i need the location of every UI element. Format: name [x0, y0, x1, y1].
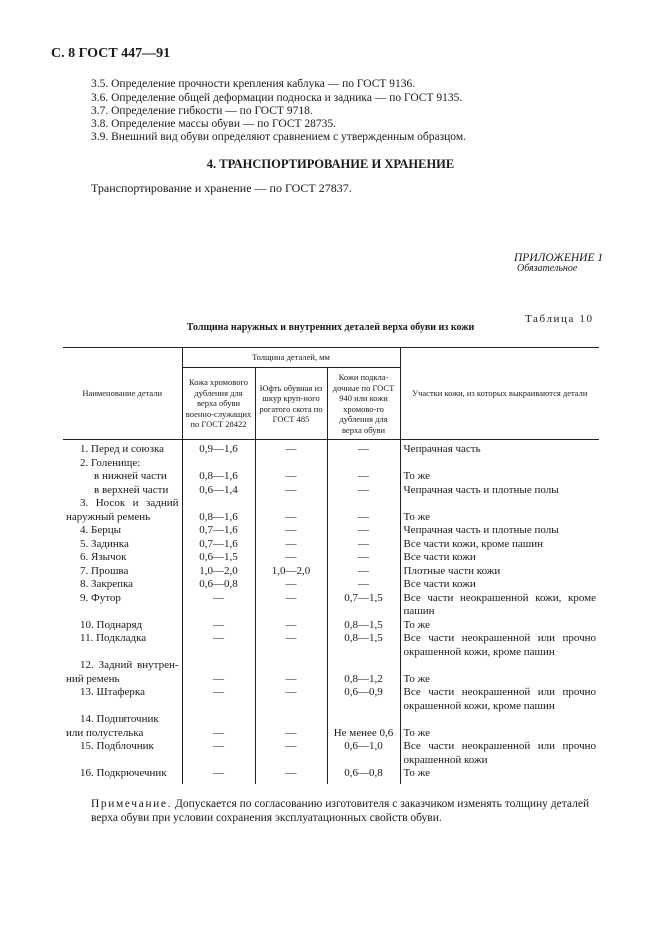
- row-name: 2. Голенище:: [80, 456, 141, 469]
- cell-chrome: 1,0—2,0: [182, 565, 255, 579]
- appendix-title: ПРИЛОЖЕНИЕ 1: [514, 252, 604, 264]
- row-name: 13. Штаферка: [80, 686, 145, 698]
- header-name: Наименование детали: [63, 348, 182, 440]
- cell-yuft: —: [255, 686, 327, 713]
- cell-chrome: —: [182, 592, 255, 619]
- cell-lining: 0,6—1,0: [327, 740, 400, 767]
- table-row: [63, 578, 599, 592]
- cell-chrome: —: [213, 672, 224, 685]
- cell-areas: Все части неокрашенной или прочно: [403, 686, 597, 698]
- row-name-cont: или полустелька: [66, 726, 144, 739]
- header-leather-areas: Участки кожи, из которых выкраиваются детали: [400, 348, 599, 440]
- appendix-subtitle: Обязательное: [517, 263, 578, 274]
- cell-yuft: —: [255, 632, 327, 659]
- table-note: [91, 797, 599, 825]
- table-row: [63, 740, 599, 767]
- cell-yuft: —: [255, 767, 327, 784]
- cell-areas-cont: окрашенной кожи, кроме пашин: [403, 645, 555, 658]
- cell-lining: 0,6—0,8: [327, 767, 400, 784]
- row-name: 7. Прошва: [80, 564, 129, 577]
- row-name: 6. Язычок: [80, 551, 127, 563]
- cell-areas: Все части кожи: [400, 551, 599, 565]
- cell-chrome: —: [182, 767, 255, 784]
- cell-chrome: 0,6—1,4: [199, 483, 238, 496]
- cell-chrome: 0,7—1,6: [182, 524, 255, 538]
- row-name: 15. Подблочник: [80, 740, 154, 752]
- table-row: [63, 619, 599, 633]
- cell-lining: —: [327, 565, 400, 579]
- cell-lining: 0,6—0,9: [327, 686, 400, 713]
- cell-chrome: 0,6—1,5: [182, 551, 255, 565]
- cell-areas: Плотные части кожи: [400, 565, 599, 579]
- header-thickness-group: Толщина деталей, мм: [182, 348, 400, 368]
- clause-3-5: 3.5. Определение прочности крепления каблука — по ГОСТ 9136.: [91, 78, 416, 90]
- cell-yuft: —: [255, 740, 327, 767]
- cell-yuft: —: [255, 551, 327, 565]
- table-row: [63, 524, 599, 538]
- cell-lining: —: [358, 483, 370, 496]
- cell-areas: Все части кожи, кроме пашин: [400, 538, 599, 552]
- header-lining-leather: Кожи подкла-дочные по ГОСТ 940 или кожи хромово-го дубления для верха обуви: [327, 368, 400, 440]
- cell-yuft: —: [255, 619, 327, 633]
- table-row: [63, 457, 599, 498]
- cell-chrome: 0,6—0,8: [182, 578, 255, 592]
- cell-yuft: —: [285, 510, 297, 523]
- cell-areas: Все части неокрашенной или прочно: [403, 632, 597, 644]
- cell-areas: То же: [403, 726, 431, 739]
- row-name: 14. Подпяточник: [80, 713, 159, 725]
- cell-areas: То же: [400, 619, 599, 633]
- note-label: Примечание.: [91, 798, 173, 810]
- cell-lining: —: [358, 510, 370, 523]
- cell-areas: Все части неокрашенной или прочно: [403, 740, 597, 752]
- cell-areas: Все части кожи: [400, 578, 599, 592]
- cell-areas: Все части неокрашенной кожи, кроме: [403, 591, 597, 604]
- cell-yuft: —: [285, 726, 297, 739]
- thickness-table: [63, 347, 599, 784]
- cell-lining: —: [358, 470, 370, 482]
- row-subname: в нижней части: [94, 470, 167, 482]
- cell-chrome: 0,7—1,6: [182, 538, 255, 552]
- row-name: 10. Поднаряд: [80, 618, 143, 631]
- cell-chrome: 0,9—1,6: [182, 440, 255, 457]
- row-name: 4. Берцы: [80, 524, 121, 536]
- row-name-cont: ний ремень: [66, 672, 120, 685]
- cell-yuft: —: [285, 470, 297, 482]
- row-name: 3. Носок и задний: [80, 497, 179, 509]
- cell-yuft: 1,0—2,0: [255, 565, 327, 579]
- table-row: [63, 497, 599, 524]
- row-name: 5. Задинка: [80, 537, 129, 550]
- cell-chrome: —: [182, 632, 255, 659]
- cell-chrome: 0,8—1,6: [199, 470, 238, 482]
- cell-areas: То же: [403, 672, 431, 685]
- table-row: [63, 632, 599, 659]
- cell-yuft: —: [255, 578, 327, 592]
- cell-lining: 0,8—1,2: [344, 672, 383, 685]
- cell-chrome: —: [213, 726, 224, 739]
- table-title: Толщина наружных и внутренних деталей верха обуви из кожи: [186, 322, 475, 333]
- cell-areas: То же: [403, 510, 431, 523]
- section-title: 4. ТРАНСПОРТИРОВАНИЕ И ХРАНЕНИЕ: [206, 157, 455, 171]
- cell-yuft: —: [255, 538, 327, 552]
- clause-3-6: 3.6. Определение общей деформации подноска и задника — по ГОСТ 9135.: [91, 92, 463, 104]
- header-chrome-leather: Кожа хромового дубления для верха обуви военно-служащих по ГОСТ 28422: [182, 368, 255, 440]
- cell-lining: —: [327, 538, 400, 552]
- table-row: [63, 565, 599, 579]
- page-header: С. 8 ГОСТ 447—91: [51, 46, 171, 61]
- clause-3-9: 3.9. Внешний вид обуви определяют сравнением с утвержденным образцом.: [91, 131, 466, 143]
- cell-lining: Не менее 0,6: [333, 726, 394, 739]
- cell-yuft: —: [255, 592, 327, 619]
- section-text: Транспортирование и хранение — по ГОСТ 27837.: [91, 181, 352, 195]
- header-yuft: Юфть обувная из шкур круп-ного рогатого скота по ГОСТ 485: [255, 368, 327, 440]
- cell-areas: То же: [400, 767, 599, 784]
- cell-lining: 0,8—1,5: [327, 632, 400, 659]
- table-row: [63, 767, 599, 784]
- row-name: 12. Задний внутрен-: [80, 659, 179, 671]
- row-subname: в верхней части: [94, 483, 169, 496]
- table-row: [63, 659, 599, 686]
- clause-3-8: 3.8. Определение массы обуви — по ГОСТ 28735.: [91, 118, 337, 130]
- cell-lining: —: [327, 578, 400, 592]
- clause-3-7: 3.7. Определение гибкости — по ГОСТ 9718.: [91, 105, 313, 117]
- cell-chrome: 0,8—1,6: [199, 510, 238, 523]
- cell-yuft: —: [285, 483, 297, 496]
- cell-areas: То же: [403, 470, 431, 482]
- note-text: Допускается по согласованию изготовителя с заказчиком изменять толщину деталей верха обуви при условии сохранения эксплуатационных свойств обуви.: [91, 798, 590, 824]
- cell-lining: 0,7—1,5: [327, 592, 400, 619]
- cell-chrome: —: [182, 740, 255, 767]
- row-name: 1. Перед и союзка: [80, 443, 165, 455]
- cell-areas-cont: окрашенной кожи: [403, 753, 488, 766]
- cell-areas: Чепрачная часть и плотные полы: [403, 483, 559, 496]
- cell-lining: —: [327, 524, 400, 538]
- table-row: [63, 592, 599, 619]
- cell-areas: Чепрачная часть: [400, 440, 599, 457]
- cell-areas-cont: пашин: [403, 605, 435, 617]
- table-row: [63, 538, 599, 552]
- table-row: [63, 440, 599, 457]
- cell-lining: —: [327, 440, 400, 457]
- cell-yuft: —: [255, 440, 327, 457]
- table-row: [63, 713, 599, 740]
- cell-yuft: —: [285, 672, 297, 685]
- table-row: [63, 686, 599, 713]
- row-name-cont: наружный ремень: [66, 510, 151, 523]
- cell-lining: 0,8—1,5: [327, 619, 400, 633]
- row-name: 8. Закрепка: [80, 578, 134, 590]
- table-row: [63, 551, 599, 565]
- row-name: 16. Подкрючечник: [80, 767, 167, 779]
- cell-areas: Чепрачная часть и плотные полы: [400, 524, 599, 538]
- cell-chrome: —: [182, 619, 255, 633]
- cell-areas-cont: окрашенной кожи, кроме пашин: [403, 699, 555, 712]
- table-number: Таблица 10: [525, 313, 594, 325]
- cell-lining: —: [327, 551, 400, 565]
- cell-yuft: —: [255, 524, 327, 538]
- row-name: 9. Футор: [80, 591, 121, 604]
- cell-chrome: —: [182, 686, 255, 713]
- row-name: 11. Подкладка: [80, 632, 147, 644]
